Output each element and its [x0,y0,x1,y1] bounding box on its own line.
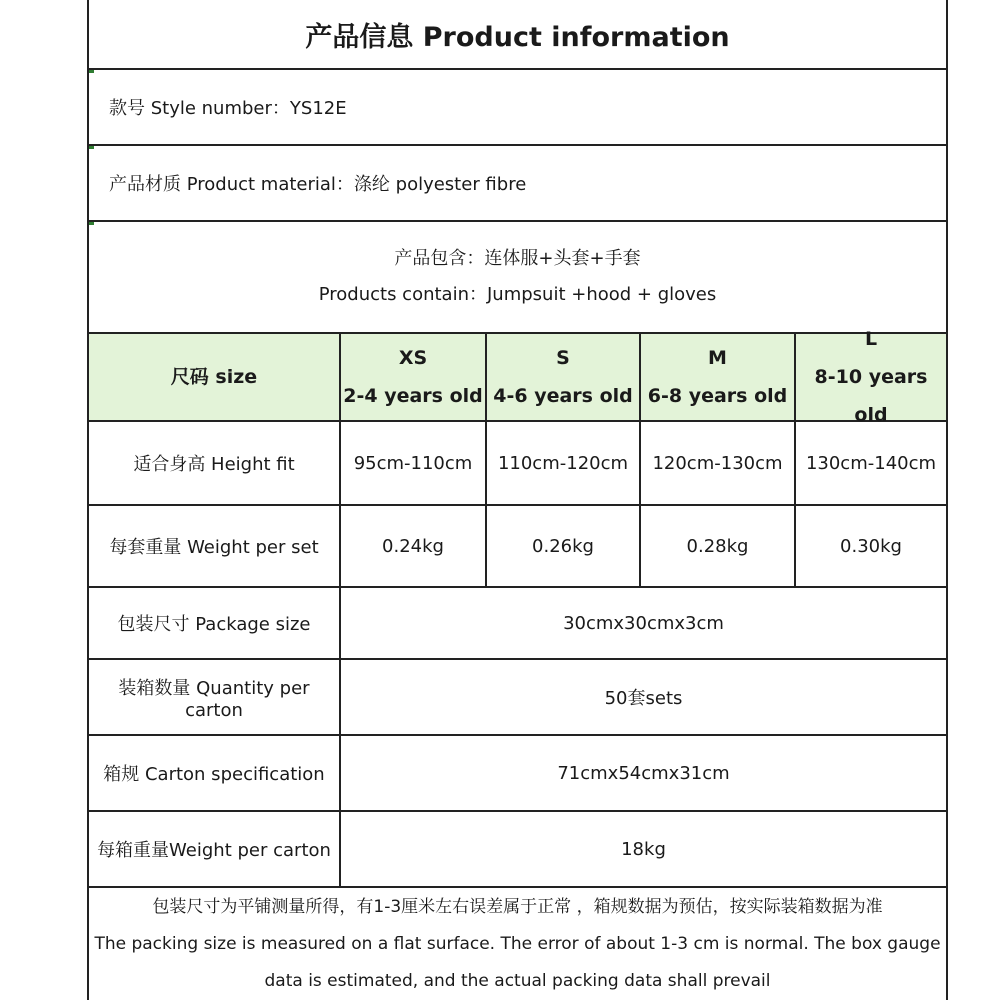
table-title: 产品信息 Product information [89,0,946,70]
table-cell: 71cmx54cmx31cm [557,762,730,784]
size-age: 8-10 years old [814,366,928,426]
size-age: 2-4 years old [343,385,483,407]
table-cell: 95cm-110cm [341,422,487,504]
table-cell: 0.26kg [487,506,641,586]
row-label: 装箱数量 Quantity per carton [89,660,341,734]
table-cell: 18kg [621,838,666,860]
row-label: 适合身高 Height fit [89,422,341,504]
contents-cn: 产品包含：连体服+头套+手套 [394,248,641,269]
material-text: 产品材质 Product material：涤纶 polyester fibre [109,174,527,195]
table-cell: 120cm-130cm [641,422,796,504]
table-cell: 110cm-120cm [487,422,641,504]
table-cell: 30cmx30cmx3cm [563,612,724,634]
footnote-cn: 包装尺寸为平铺测量所得，有1-3厘米左右误差属于正常 ，箱规数据为预估，按实际装箱数据为准 [152,896,883,917]
size-code: L [864,328,878,350]
table-cell: 0.28kg [641,506,796,586]
row-label: 箱规 Carton specification [89,736,341,810]
height-fit-row [89,422,946,506]
footnote [89,888,946,1000]
size-code: XS [398,347,428,369]
material-row [89,146,946,222]
row-label: 每箱重量Weight per carton [89,812,341,886]
size-col-s [487,334,641,420]
package-size-row [89,588,946,660]
size-code: M [708,347,727,369]
contents-row [89,222,946,334]
quantity-per-carton-row [89,660,946,736]
table-cell: 0.24kg [341,506,487,586]
size-age: 6-8 years old [647,385,788,407]
product-info-table [87,0,948,1000]
size-header-row [89,328,946,426]
style-number-text: 款号 Style number：YS12E [109,98,347,119]
size-col-xs [341,334,487,420]
carton-spec-row [89,736,946,812]
table-cell: 130cm-140cm [805,452,937,474]
contents-en: Products contain：Jumpsuit +hood + gloves [318,284,717,305]
footnote-en-line2: data is estimated, and the actual packing data shall prevail [264,970,771,991]
weight-per-carton-row [89,812,946,888]
footnote-en-line1: The packing size is measured on a flat surface. The error of about 1-3 cm is normal. The box gauge [94,933,941,954]
row-label: 包装尺寸 Package size [89,588,341,658]
row-label: 每套重量 Weight per set [89,506,341,586]
size-col-m [641,334,796,420]
size-col-l [796,328,946,426]
size-age: 4-6 years old [493,385,633,407]
weight-per-set-row [89,506,946,588]
size-code: S [556,347,570,369]
table-cell: 50套sets [604,688,683,709]
table-cell: 0.30kg [840,535,902,557]
size-header-label: 尺码 size [89,334,341,420]
style-number-row [89,70,946,146]
